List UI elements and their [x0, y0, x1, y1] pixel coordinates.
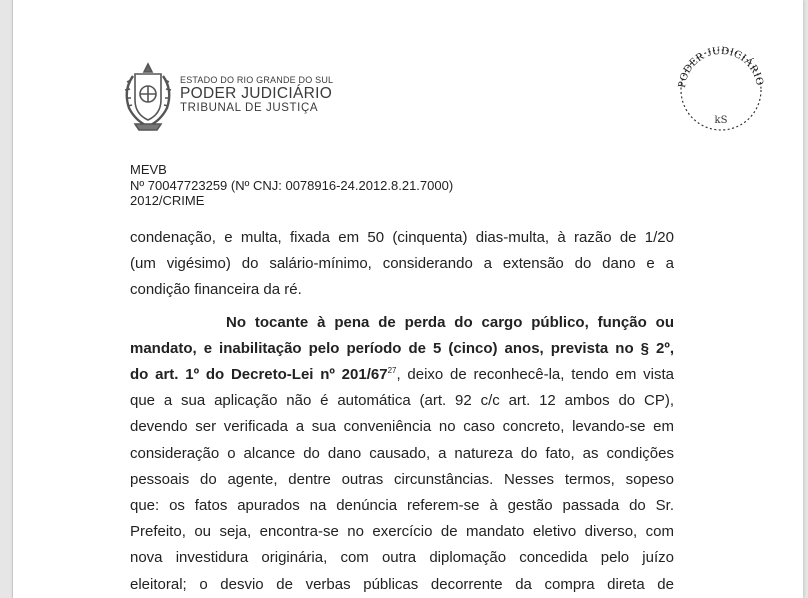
- judiciary-name: PODER JUDICIÁRIO: [180, 85, 333, 102]
- judge-initials: MEVB: [130, 162, 167, 177]
- stamp-initials: kS: [714, 115, 728, 126]
- document-page: [12, 0, 803, 598]
- body-line: que: os fatos apurados na denúncia referem-se à gestão passada do Sr.: [130, 497, 674, 515]
- body-line: (um vigésimo) do salário-mínimo, considerando a extensão do dano e a: [130, 255, 674, 273]
- court-name: TRIBUNAL DE JUSTIÇA: [180, 102, 319, 114]
- footnote-ref[interactable]: 27: [387, 366, 397, 376]
- body-line: consideração o alcance do dano causado, a natureza do fato, as condições: [130, 444, 674, 462]
- case-year-type: 2012/CRIME: [130, 193, 205, 208]
- body-line: condenação, e multa, fixada em 50 (cinquenta) dias-multa, à razão de 1/20: [130, 229, 674, 246]
- body-line: condição financeira da ré.: [130, 281, 302, 299]
- case-metadata: [130, 162, 453, 209]
- body-line: que a sua aplicação não é automática (art. 92 c/c art. 12 ambos do CP),: [130, 392, 674, 410]
- body-line: mandato, e inabilitação pelo período de 5 (cinco) anos, prevista no § 2º,: [130, 339, 674, 357]
- court-header: [180, 75, 333, 115]
- body-line: pessoais do agente, dentre outras circunstâncias. Nesses termos, sopeso: [130, 470, 674, 488]
- stamp-ring-text: PODER JUDICIÁRIO: [676, 44, 766, 89]
- body-line: eleitoral; o desvio de verbas públicas decorrente da compra direta de: [130, 575, 674, 593]
- coat-of-arms-icon: [121, 60, 175, 134]
- svg-text:PODER JUDICIÁRIO: [676, 45, 766, 89]
- body-line: nova investidura originária, com outra diplomação concedida pelo juízo: [130, 549, 674, 567]
- body-line: do art. 1º do Decreto-Lei nº $201/67^{27}$, deixo de reconhecê-la, tendo em vista: [130, 366, 674, 384]
- judiciary-stamp: [671, 38, 771, 138]
- state-name: ESTADO DO RIO GRANDE DO SUL: [180, 75, 334, 85]
- document-body: [130, 225, 674, 598]
- body-line: Prefeito, ou seja, encontra-se no exercício de mandato eletivo diverso, com: [130, 523, 674, 541]
- process-number: Nº 70047723259 (Nº CNJ: 0078916-24.2012.8.21.7000): [130, 177, 454, 193]
- body-line: devendo ser verificada a sua conveniência no caso concreto, levando-se em: [130, 418, 674, 436]
- body-line: No tocante à pena de perda do cargo público, função ou: [226, 313, 674, 331]
